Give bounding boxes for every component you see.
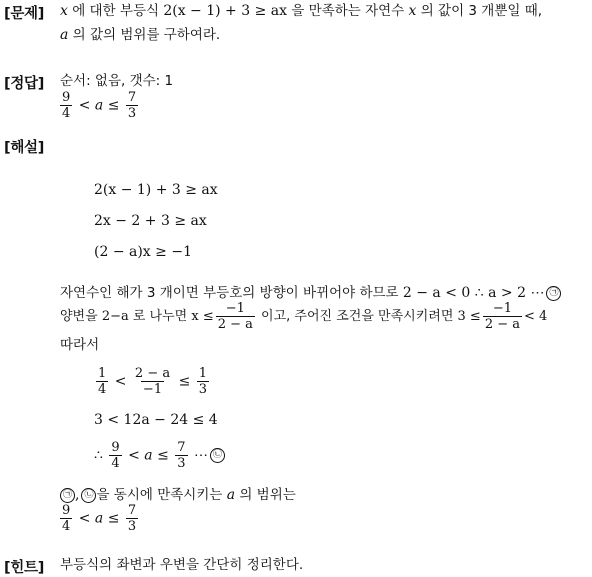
problem-text-4: 의 값의 범위를 구하여라.: [68, 27, 221, 43]
para2-math-2: x ≤: [191, 309, 214, 324]
circle-marker-3: ㉠: [60, 488, 75, 503]
problem-text-3: 의 값이 3 개뿐일 때,: [416, 3, 543, 19]
ineq3-therefore: ∴: [94, 447, 103, 464]
para1-text: 자연수인 해가 3 개이면 부등호의 방향이 바뀌어야 하므로: [60, 285, 403, 301]
para2-math-4: < 4: [524, 309, 548, 324]
final-mid: < a ≤: [74, 510, 124, 527]
problem-var-x: x: [60, 3, 68, 19]
concl-comma: ,: [75, 487, 80, 503]
problem-var-x-2: x: [408, 3, 417, 19]
solution-step-3: (2 − a)x ≥ −1: [94, 244, 192, 260]
answer-meta: 순서: 없음, 갯수: 1: [60, 73, 174, 89]
ineq3-frac-1: $\frac{9}{4}$: [111, 440, 120, 471]
ineq3-frac-2: $\frac{7}{3}$: [177, 440, 186, 471]
answer-frac-1: $\frac{9}{4}$: [62, 90, 71, 121]
concl-text-2: 의 범위는: [235, 487, 296, 503]
solution-step-2: 2x − 2 + 3 ≥ ax: [94, 213, 207, 229]
ineq1-frac-1: $\frac{1}{4}$: [98, 366, 107, 397]
problem-line-2: [60, 26, 220, 44]
solution-final: [58, 503, 140, 534]
solution-para-1: [60, 284, 561, 302]
problem-text-1: 에 대한 부등식: [67, 3, 164, 19]
para2-frac-1: $\frac{-1}{2 - a}$: [217, 301, 253, 332]
answer-mid: < a ≤: [74, 97, 124, 114]
solution-conclusion: [60, 486, 296, 504]
concl-text-1: 을 동시에 만족시키는: [96, 487, 227, 503]
final-frac-1: $\frac{9}{4}$: [62, 503, 71, 534]
solution-label: [해설]: [4, 140, 45, 156]
para2-text-3: 이고, 주어진 조건을 만족시키려면: [256, 309, 458, 324]
answer-inequality: [58, 90, 140, 121]
solution-step-1: 2(x − 1) + 3 ≥ ax: [94, 182, 218, 198]
ineq1-lt: <: [114, 373, 127, 390]
ineq1-frac-2: $\frac{2 - a}{-1}$: [134, 366, 171, 397]
solution-ineq-3: [94, 440, 225, 471]
concl-var-a: a: [226, 487, 236, 503]
para2-text-1: 양변을: [60, 309, 102, 324]
answer-frac-2: $\frac{7}{3}$: [127, 90, 137, 121]
solution-para-2: [60, 301, 547, 332]
hint-label: [힌트]: [4, 560, 45, 576]
para2-frac-2: $\frac{-1}{2 - a}$: [484, 301, 521, 332]
para2-math-1: 2−a: [101, 309, 129, 324]
para1-math: 2 − a < 0 ∴ a > 2 ⋯: [402, 285, 545, 301]
ineq3-ellipsis: ⋯: [194, 447, 209, 464]
hint-text: 부등식의 좌변과 우변을 간단히 정리한다.: [60, 557, 304, 573]
problem-inequality: 2(x − 1) + 3 ≥ ax: [163, 3, 288, 19]
circle-marker-2: ㉡: [210, 448, 225, 463]
solution-ineq-1: [94, 366, 211, 397]
ineq3-mid: < a ≤: [128, 447, 169, 464]
ineq1-le: ≤: [178, 373, 191, 390]
circle-marker-1: ㉠: [546, 286, 561, 301]
ineq1-frac-3: $\frac{1}{3}$: [198, 366, 208, 397]
problem-label: [문제]: [4, 6, 45, 22]
problem-text-2: 을 만족하는 자연수: [287, 3, 409, 19]
solution-ineq-2: 3 < 12a − 24 ≤ 4: [94, 412, 218, 428]
final-frac-2: $\frac{7}{3}$: [127, 503, 137, 534]
para2-text-2: 로 나누면: [128, 309, 192, 324]
answer-label: [정답]: [4, 76, 45, 92]
circle-marker-4: ㉡: [81, 488, 96, 503]
solution-para-3: 따라서: [60, 337, 100, 353]
problem-line-1: [60, 2, 542, 20]
para2-math-3: 3 ≤: [457, 309, 481, 324]
problem-var-a: a: [60, 27, 69, 43]
